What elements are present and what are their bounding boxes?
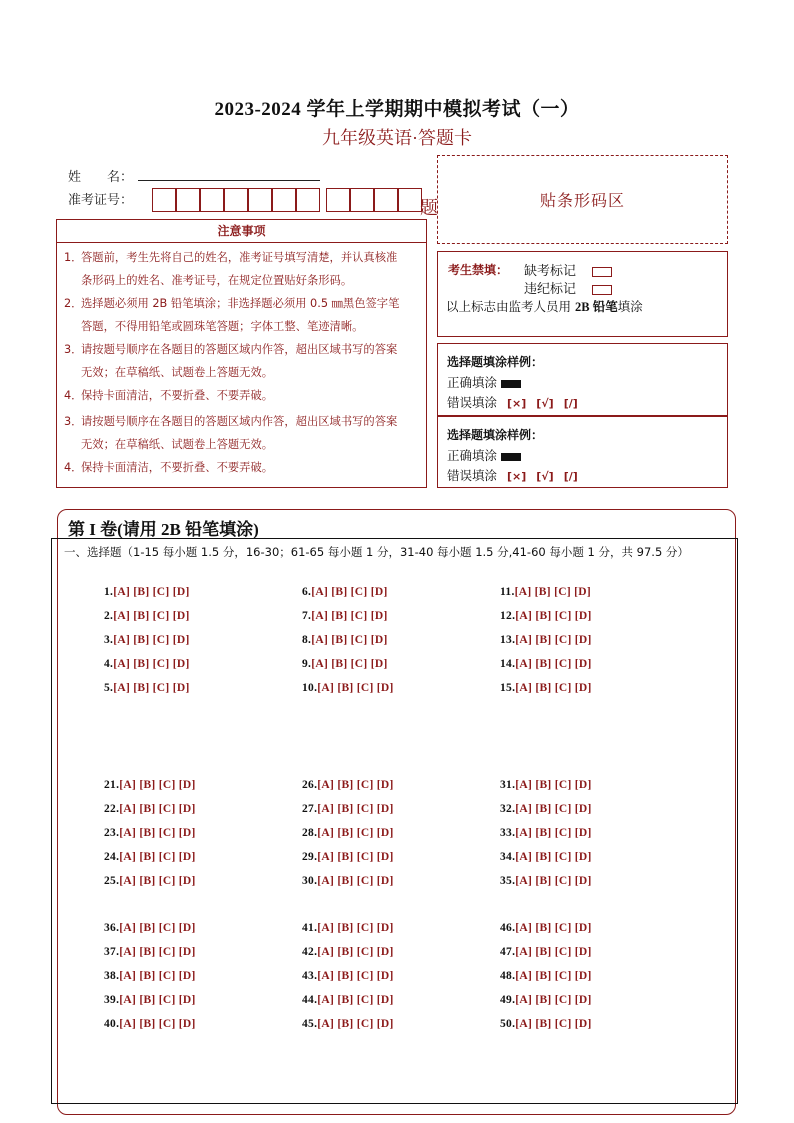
question-row bbox=[302, 946, 394, 958]
question-number: 42. bbox=[302, 946, 318, 958]
note-number: 4． bbox=[64, 461, 83, 474]
exam-subtitle: 九年级英语·答题卡 bbox=[322, 128, 472, 148]
question-row bbox=[302, 610, 388, 622]
note-text-continued: 答题，不得用铅笔或圆珠笔答题；字体工整、笔迹清晰。 bbox=[81, 320, 364, 333]
question-number: 21. bbox=[104, 779, 120, 791]
wrong-mark-check: [√] bbox=[536, 397, 554, 410]
answer-choices[interactable]: [A] [B] [C] [D] bbox=[119, 970, 196, 982]
question-row bbox=[302, 658, 388, 670]
exam-id-digit-box[interactable] bbox=[176, 188, 200, 212]
question-row bbox=[500, 875, 592, 887]
answer-choices[interactable]: [A] [B] [C] [D] bbox=[317, 803, 394, 815]
question-number: 10. bbox=[302, 682, 318, 694]
fill-example-title-repeat: 选择题填涂样例： bbox=[447, 428, 544, 442]
question-row bbox=[104, 827, 196, 839]
question-row bbox=[104, 658, 190, 670]
exam-id-digit-box[interactable] bbox=[272, 188, 296, 212]
question-number: 35. bbox=[500, 875, 516, 887]
question-row bbox=[500, 827, 592, 839]
exam-id-digit-box[interactable] bbox=[374, 188, 398, 212]
question-number: 9. bbox=[302, 658, 312, 670]
answer-choices[interactable]: [A] [B] [C] [D] bbox=[515, 851, 592, 863]
violation-mark-label: 违纪标记 bbox=[524, 282, 577, 297]
question-row bbox=[104, 922, 196, 934]
wrong-mark-cross: [×] bbox=[507, 397, 527, 410]
exam-title: 2023-2024 学年上学期期中模拟考试（一） bbox=[214, 99, 580, 120]
answer-choices[interactable]: [A] [B] [C] [D] bbox=[317, 946, 394, 958]
answer-choices[interactable]: [A] [B] [C] [D] bbox=[119, 922, 196, 934]
violation-mark-row bbox=[524, 278, 612, 297]
question-number: 22. bbox=[104, 803, 120, 815]
exam-id-digit-box[interactable] bbox=[200, 188, 224, 212]
wrong-mark-check: [√] bbox=[536, 470, 554, 483]
question-row bbox=[302, 586, 388, 598]
question-number: 49. bbox=[500, 994, 516, 1006]
fill-example-title: 选择题填涂样例： bbox=[447, 355, 544, 369]
question-row bbox=[302, 803, 394, 815]
answer-choices[interactable]: [A] [B] [C] [D] bbox=[119, 875, 196, 887]
question-row bbox=[500, 586, 591, 598]
answer-choices[interactable]: [A] [B] [C] [D] bbox=[113, 658, 190, 670]
answer-choices[interactable]: [A] [B] [C] [D] bbox=[317, 779, 394, 791]
ghost-text: 题 bbox=[420, 198, 438, 219]
question-number: 50. bbox=[500, 1018, 516, 1030]
note-text-continued: 无效；在草稿纸、试题卷上答题无效。 bbox=[81, 438, 274, 451]
question-number: 28. bbox=[302, 827, 318, 839]
question-row bbox=[500, 946, 592, 958]
exam-id-digit-box[interactable] bbox=[224, 188, 248, 212]
question-row bbox=[302, 779, 394, 791]
question-number: 7. bbox=[302, 610, 312, 622]
exam-id-label: 准考证号： bbox=[68, 193, 134, 208]
question-number: 1. bbox=[104, 586, 114, 598]
exam-rules-note bbox=[446, 297, 643, 315]
answer-choices[interactable]: [A] [B] [C] [D] bbox=[515, 610, 592, 622]
question-row bbox=[104, 875, 196, 887]
question-number: 3. bbox=[104, 634, 114, 646]
answer-choices[interactable]: [A] [B] [C] [D] bbox=[119, 994, 196, 1006]
name-label: 姓 名： bbox=[68, 170, 134, 185]
question-row bbox=[500, 994, 592, 1006]
question-row bbox=[302, 1018, 394, 1030]
answer-choices[interactable]: [A] [B] [C] [D] bbox=[515, 1018, 592, 1030]
answer-choices[interactable]: [A] [B] [C] [D] bbox=[119, 1018, 196, 1030]
answer-choices[interactable]: [A] [B] [C] [D] bbox=[317, 682, 394, 694]
note-item bbox=[64, 338, 424, 384]
question-row bbox=[104, 803, 196, 815]
question-row bbox=[302, 875, 394, 887]
note-item bbox=[64, 410, 424, 456]
note-item bbox=[64, 456, 424, 479]
question-number: 36. bbox=[104, 922, 120, 934]
answer-choices[interactable]: [A] [B] [C] [D] bbox=[311, 610, 388, 622]
question-row bbox=[104, 610, 190, 622]
question-number: 48. bbox=[500, 970, 516, 982]
question-number: 25. bbox=[104, 875, 120, 887]
note-text: 保持卡面清洁，不要折叠、不要弄破。 bbox=[81, 389, 274, 402]
question-number: 44. bbox=[302, 994, 318, 1006]
answer-choices[interactable]: [A] [B] [C] [D] bbox=[317, 827, 394, 839]
exam-id-digit-box[interactable] bbox=[296, 188, 320, 212]
correct-fill-label-repeat: 正确填涂 bbox=[447, 448, 498, 463]
question-number: 40. bbox=[104, 1018, 120, 1030]
exam-id-digit-box[interactable] bbox=[248, 188, 272, 212]
wrong-fill-row bbox=[447, 393, 578, 411]
question-row bbox=[500, 658, 592, 670]
absent-mark-row bbox=[524, 260, 612, 279]
answer-choices[interactable]: [A] [B] [C] [D] bbox=[515, 875, 592, 887]
exam-rules-note-prefix: 以上标志由监考人员用 bbox=[446, 299, 575, 314]
question-number: 13. bbox=[500, 634, 516, 646]
question-number: 47. bbox=[500, 946, 516, 958]
question-row bbox=[500, 1018, 592, 1030]
question-row bbox=[302, 851, 394, 863]
answer-choices[interactable]: [A] [B] [C] [D] bbox=[515, 946, 592, 958]
question-number: 32. bbox=[500, 803, 516, 815]
note-text: 请按题号顺序在各题目的答题区域内作答，超出区域书写的答案 bbox=[81, 415, 398, 428]
question-number: 37. bbox=[104, 946, 120, 958]
exam-id-digit-box[interactable] bbox=[350, 188, 374, 212]
question-row bbox=[104, 946, 196, 958]
note-text: 保持卡面清洁，不要折叠、不要弄破。 bbox=[81, 461, 274, 474]
answer-choices[interactable]: [A] [B] [C] [D] bbox=[317, 922, 394, 934]
question-row bbox=[302, 994, 394, 1006]
answer-choices[interactable]: [A] [B] [C] [D] bbox=[515, 994, 592, 1006]
violation-mark-box[interactable] bbox=[592, 285, 612, 295]
answer-choices[interactable]: [A] [B] [C] [D] bbox=[113, 610, 190, 622]
name-field[interactable] bbox=[138, 166, 320, 181]
fill-example-panel bbox=[437, 343, 728, 416]
answer-choices[interactable]: [A] [B] [C] [D] bbox=[311, 634, 388, 646]
absent-mark-box[interactable] bbox=[592, 267, 612, 277]
question-row bbox=[302, 634, 388, 646]
answer-choices[interactable]: [A] [B] [C] [D] bbox=[317, 851, 394, 863]
question-row bbox=[104, 682, 190, 694]
question-number: 46. bbox=[500, 922, 516, 934]
question-number: 23. bbox=[104, 827, 120, 839]
question-row bbox=[302, 827, 394, 839]
question-number: 24. bbox=[104, 851, 120, 863]
answer-choices[interactable]: [A] [B] [C] [D] bbox=[113, 586, 190, 598]
wrong-fill-label: 错误填涂 bbox=[447, 395, 498, 410]
question-row bbox=[500, 851, 592, 863]
question-row bbox=[500, 682, 592, 694]
answer-choices[interactable]: [A] [B] [C] [D] bbox=[311, 586, 388, 598]
answer-choices[interactable]: [A] [B] [C] [D] bbox=[113, 682, 190, 694]
note-text: 请按题号顺序在各题目的答题区域内作答，超出区域书写的答案 bbox=[81, 343, 398, 356]
question-number: 15. bbox=[500, 682, 516, 694]
question-number: 43. bbox=[302, 970, 318, 982]
question-row bbox=[500, 634, 592, 646]
answer-choices[interactable]: [A] [B] [C] [D] bbox=[119, 803, 196, 815]
question-row bbox=[302, 970, 394, 982]
answer-choices[interactable]: [A] [B] [C] [D] bbox=[317, 994, 394, 1006]
question-row bbox=[104, 851, 196, 863]
question-number: 5. bbox=[104, 682, 114, 694]
question-row bbox=[104, 1018, 196, 1030]
note-text-continued: 条形码上的姓名、准考证号，在规定位置贴好条形码。 bbox=[81, 274, 353, 287]
answer-choices[interactable]: [A] [B] [C] [D] bbox=[113, 634, 190, 646]
answer-choices[interactable]: [A] [B] [C] [D] bbox=[311, 658, 388, 670]
note-number: 3． bbox=[64, 415, 83, 428]
notes-heading: 注意事项 bbox=[56, 219, 427, 243]
answer-choices[interactable]: [A] [B] [C] [D] bbox=[515, 779, 592, 791]
answer-choices[interactable]: [A] [B] [C] [D] bbox=[515, 682, 592, 694]
question-number: 41. bbox=[302, 922, 318, 934]
correct-fill-row-repeat bbox=[447, 446, 521, 464]
question-row bbox=[104, 970, 196, 982]
question-row bbox=[104, 994, 196, 1006]
wrong-mark-cross: [×] bbox=[507, 470, 527, 483]
answer-choices[interactable]: [A] [B] [C] [D] bbox=[119, 851, 196, 863]
section-title: 第 I 卷(请用 2B 铅笔填涂) bbox=[68, 520, 259, 539]
barcode-label: 贴条形码区 bbox=[539, 191, 625, 210]
question-number: 8. bbox=[302, 634, 312, 646]
exam-rules-label: 考生禁填： bbox=[448, 263, 509, 277]
question-row bbox=[104, 586, 190, 598]
section-description: 一、选择题（1-15 每小题 1.5 分，16-30；61-65 每小题 1 分，31-40 每小题 1.5 分,41-60 每小题 1 分，共 97.5 分） bbox=[64, 545, 689, 559]
question-row bbox=[500, 970, 592, 982]
question-row bbox=[500, 922, 592, 934]
question-row bbox=[500, 803, 592, 815]
answer-choices[interactable]: [A] [B] [C] [D] bbox=[515, 922, 592, 934]
question-row bbox=[500, 779, 592, 791]
absent-mark-label: 缺考标记 bbox=[524, 264, 577, 279]
answer-choices[interactable]: [A] [B] [C] [D] bbox=[515, 827, 592, 839]
exam-id-digit-box[interactable] bbox=[326, 188, 350, 212]
notes-list bbox=[64, 246, 424, 407]
wrong-mark-slash: [/] bbox=[563, 397, 578, 410]
note-text-continued: 无效；在草稿纸、试题卷上答题无效。 bbox=[81, 366, 274, 379]
note-text: 选择题必须用 2B 铅笔填涂；非选择题必须用 0.5 ㎜黑色签字笔 bbox=[81, 297, 400, 310]
question-number: 30. bbox=[302, 875, 318, 887]
question-number: 4. bbox=[104, 658, 114, 670]
question-number: 34. bbox=[500, 851, 516, 863]
answer-choices[interactable]: [A] [B] [C] [D] bbox=[317, 1018, 394, 1030]
note-text: 答题前，考生先将自己的姓名，准考证号填写清楚，并认真核准 bbox=[81, 251, 398, 264]
answer-choices[interactable]: [A] [B] [C] [D] bbox=[515, 970, 592, 982]
exam-rules-note-bold: 2B 铅笔 bbox=[574, 300, 618, 314]
note-item bbox=[64, 384, 424, 407]
exam-id-digit-box[interactable] bbox=[398, 188, 422, 212]
answer-choices[interactable]: [A] [B] [C] [D] bbox=[119, 827, 196, 839]
answer-choices[interactable]: [A] [B] [C] [D] bbox=[515, 658, 592, 670]
question-number: 29. bbox=[302, 851, 318, 863]
answer-choices[interactable]: [A] [B] [C] [D] bbox=[119, 946, 196, 958]
question-number: 45. bbox=[302, 1018, 318, 1030]
note-item bbox=[64, 292, 424, 338]
question-number: 33. bbox=[500, 827, 516, 839]
wrong-mark-slash: [/] bbox=[563, 470, 578, 483]
note-item bbox=[64, 246, 424, 292]
note-number: 4． bbox=[64, 389, 83, 402]
barcode-area bbox=[437, 155, 728, 244]
question-row bbox=[500, 610, 592, 622]
question-number: 14. bbox=[500, 658, 516, 670]
question-row bbox=[104, 779, 196, 791]
exam-id-digit-box[interactable] bbox=[152, 188, 176, 212]
note-number: 3． bbox=[64, 343, 83, 356]
answer-choices[interactable]: [A] [B] [C] [D] bbox=[514, 586, 591, 598]
question-row bbox=[302, 922, 394, 934]
question-row bbox=[302, 682, 394, 694]
question-number: 26. bbox=[302, 779, 318, 791]
answer-choices[interactable]: [A] [B] [C] [D] bbox=[317, 875, 394, 887]
exam-rules-panel bbox=[437, 251, 728, 337]
question-number: 12. bbox=[500, 610, 516, 622]
question-number: 11. bbox=[500, 586, 515, 598]
filled-block-icon bbox=[501, 380, 521, 388]
note-number: 1． bbox=[64, 251, 83, 264]
wrong-fill-label-repeat: 错误填涂 bbox=[447, 468, 498, 483]
answer-choices[interactable]: [A] [B] [C] [D] bbox=[515, 634, 592, 646]
correct-fill-row bbox=[447, 373, 521, 391]
question-number: 39. bbox=[104, 994, 120, 1006]
answer-choices[interactable]: [A] [B] [C] [D] bbox=[119, 779, 196, 791]
answer-choices[interactable]: [A] [B] [C] [D] bbox=[317, 970, 394, 982]
question-number: 6. bbox=[302, 586, 312, 598]
question-row bbox=[104, 634, 190, 646]
question-number: 27. bbox=[302, 803, 318, 815]
wrong-fill-row-repeat bbox=[447, 466, 578, 484]
note-number: 2． bbox=[64, 297, 83, 310]
correct-fill-label: 正确填涂 bbox=[447, 375, 498, 390]
question-number: 38. bbox=[104, 970, 120, 982]
fill-example-panel-repeat bbox=[437, 416, 728, 488]
question-number: 31. bbox=[500, 779, 516, 791]
exam-rules-note-suffix: 填涂 bbox=[617, 299, 643, 314]
question-number: 2. bbox=[104, 610, 114, 622]
answer-choices[interactable]: [A] [B] [C] [D] bbox=[515, 803, 592, 815]
notes-repeat bbox=[64, 410, 424, 479]
filled-block-icon bbox=[501, 453, 521, 461]
